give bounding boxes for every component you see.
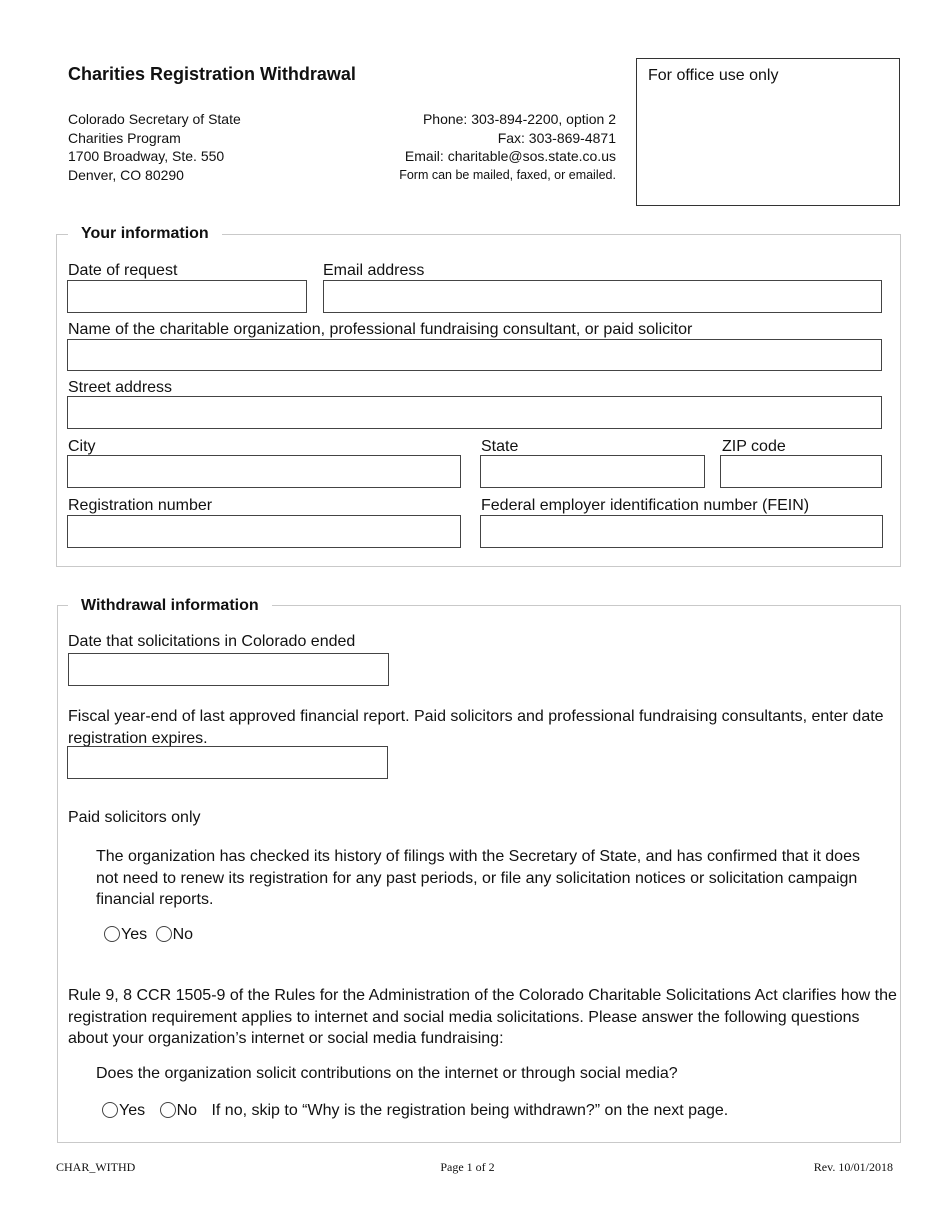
state-input[interactable] bbox=[480, 455, 705, 488]
state-label: State bbox=[481, 438, 519, 455]
no-label: No bbox=[172, 926, 194, 943]
fiscal-year-end-input[interactable] bbox=[67, 746, 388, 779]
email-address-input[interactable] bbox=[323, 280, 882, 313]
address-line: Colorado Secretary of State bbox=[68, 111, 241, 127]
skip-instruction: If no, skip to “Why is the registration being withdrawn?” on the next page. bbox=[211, 1102, 729, 1119]
form-id: CHAR_WITHD bbox=[56, 1160, 136, 1174]
office-use-label: For office use only bbox=[648, 67, 779, 84]
address-line: 1700 Broadway, Ste. 550 bbox=[68, 148, 225, 164]
email-text: Email: charitable@sos.state.co.us bbox=[404, 148, 616, 164]
submission-note: Form can be mailed, faxed, or emailed. bbox=[399, 167, 616, 182]
street-address-input[interactable] bbox=[67, 396, 882, 429]
page-number: Page 1 of 2 bbox=[440, 1160, 495, 1174]
address-line: Charities Program bbox=[68, 129, 181, 146]
fein-input[interactable] bbox=[480, 515, 883, 548]
date-of-request-label: Date of request bbox=[68, 262, 178, 279]
solicitation-end-date-input[interactable] bbox=[68, 653, 389, 686]
registration-number-input[interactable] bbox=[67, 515, 461, 548]
paid-solicitors-heading: Paid solicitors only bbox=[68, 809, 201, 826]
agency-contact bbox=[360, 110, 616, 184]
yes-label: Yes bbox=[121, 926, 148, 943]
internet-yes-radio[interactable] bbox=[102, 1102, 118, 1118]
fiscal-year-end-label: Fiscal year-end of last approved financial report. Paid solicitors and professional fundraising consultants, enter date registration expires. bbox=[68, 708, 884, 747]
form-title: Charities Registration Withdrawal bbox=[68, 64, 356, 84]
zip-code-label: ZIP code bbox=[722, 438, 786, 455]
filing-history-statement: The organization has checked its history of filings with the Secretary of State, and has confirmed that it does not need to renew its registration for any past periods, or file any solicitation notices or solicitation campaign financial reports. bbox=[96, 848, 860, 908]
registration-number-label: Registration number bbox=[68, 497, 213, 514]
filing-history-no-radio[interactable] bbox=[156, 926, 172, 942]
date-of-request-input[interactable] bbox=[67, 280, 307, 313]
organization-name-input[interactable] bbox=[67, 339, 882, 371]
filing-history-options bbox=[104, 926, 193, 944]
zip-code-input[interactable] bbox=[720, 455, 882, 488]
office-use-box bbox=[636, 58, 900, 206]
solicitation-end-date-label: Date that solicitations in Colorado ended bbox=[68, 633, 356, 650]
phone-text: Phone: 303-894-2200, option 2 bbox=[422, 111, 616, 127]
revision-date: Rev. 10/01/2018 bbox=[813, 1160, 893, 1174]
withdrawal-information-legend: Withdrawal information bbox=[68, 597, 272, 615]
fein-label: Federal employer identification number (FEIN) bbox=[481, 497, 810, 514]
rule-explanation: Rule 9, 8 CCR 1505-9 of the Rules for the Administration of the Colorado Charitable Solicitations Act clarifies how the registration requirement applies to internet and social media solicitations. Please answer the following questions about your organization’s internet or social media fundraising: bbox=[68, 987, 897, 1047]
yes-label: Yes bbox=[119, 1102, 146, 1119]
agency-address bbox=[68, 110, 241, 184]
email-address-label: Email address bbox=[323, 262, 425, 279]
your-information-legend: Your information bbox=[68, 225, 222, 243]
address-line: Denver, CO 80290 bbox=[68, 166, 184, 183]
organization-name-label: Name of the charitable organization, professional fundraising consultant, or paid solicitor bbox=[68, 321, 693, 338]
city-label: City bbox=[68, 438, 96, 455]
internet-solicitation-question: Does the organization solicit contributions on the internet or through social media? bbox=[96, 1065, 678, 1082]
fax-text: Fax: 303-869-4871 bbox=[497, 129, 616, 146]
no-label: No bbox=[176, 1102, 198, 1119]
internet-solicitation-options bbox=[102, 1102, 728, 1120]
street-address-label: Street address bbox=[68, 379, 173, 396]
city-input[interactable] bbox=[67, 455, 461, 488]
filing-history-yes-radio[interactable] bbox=[104, 926, 120, 942]
internet-no-radio[interactable] bbox=[160, 1102, 176, 1118]
